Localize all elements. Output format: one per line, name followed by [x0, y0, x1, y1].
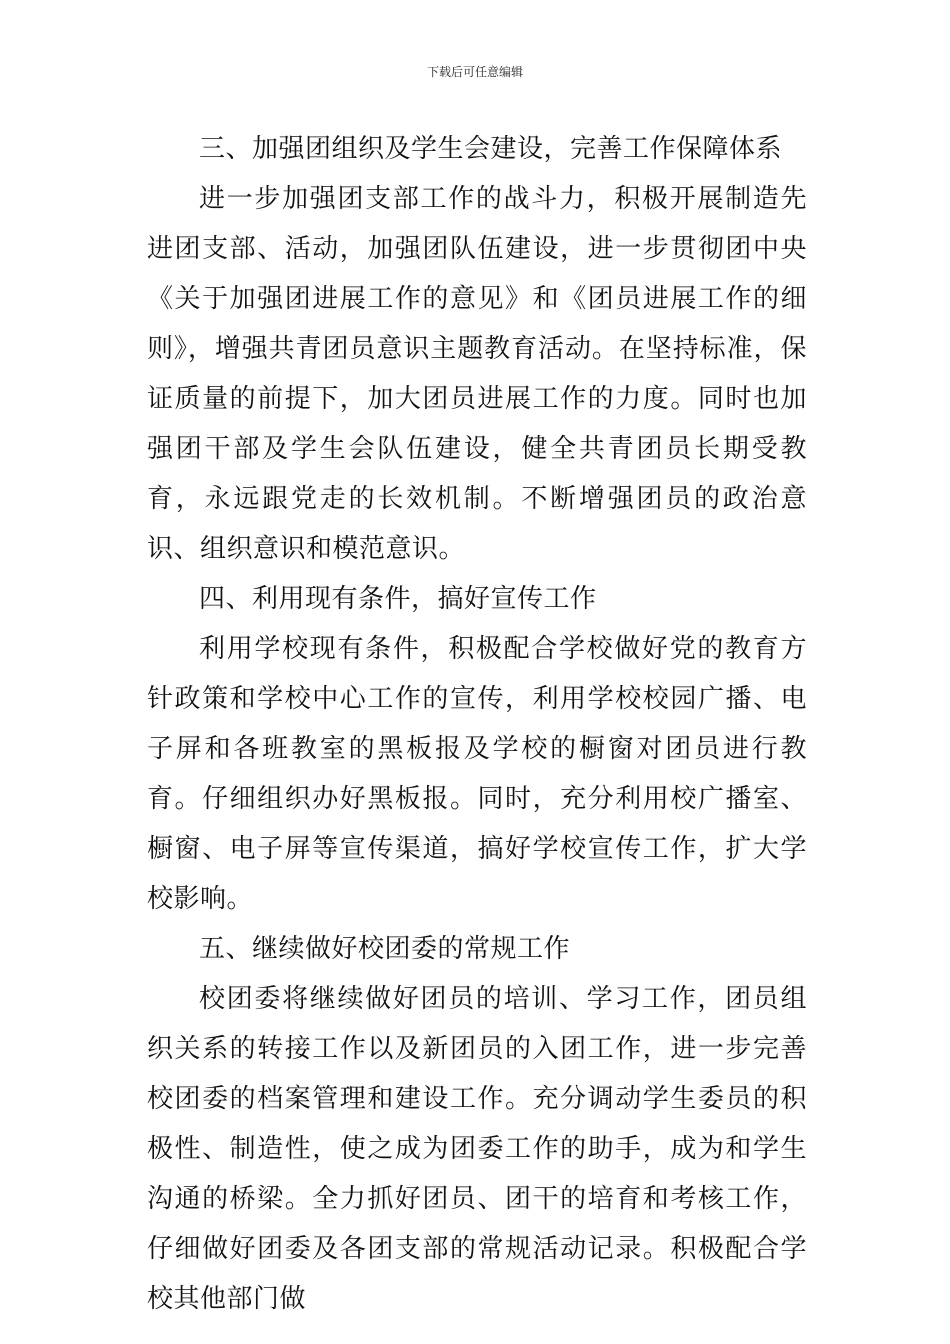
- section-heading-3: 三、加强团组织及学生会建设，完善工作保障体系: [199, 134, 783, 164]
- section-heading-4: 四、利用现有条件，搞好宣传工作: [199, 584, 597, 614]
- section-heading-5: 五、继续做好校团委的常规工作: [199, 934, 571, 964]
- paragraph-section-5: 校团委将继续做好团员的培训、学习工作，团员组织关系的转接工作以及新团员的入团工作，进一步完善校团委的档案管理和建设工作。充分调动学生委员的积极性、制造性，使之成为团委工作的助手，成为和学生沟通的桥梁。全力抓好团员、团干的培育和考核工作，仔细做好团委及各团支部的常规活动记录。积极配合学校其他部门做: [147, 984, 807, 1314]
- page-header: 下载后可任意编辑: [426, 65, 523, 79]
- document-body: [147, 124, 807, 1324]
- paragraph-section-3: 进一步加强团支部工作的战斗力，积极开展制造先进团支部、活动，加强团队伍建设，进一步贯彻团中央《关于加强团进展工作的意见》和《团员进展工作的细则》，增强共青团员意识主题教育活动。在坚持标准，保证质量的前提下，加大团员进展工作的力度。同时也加强团干部及学生会队伍建设，健全共青团员长期受教育，永远跟党走的长效机制。不断增强团员的政治意识、组织意识和模范意识。: [147, 184, 807, 564]
- paragraph-section-4: 利用学校现有条件，积极配合学校做好党的教育方针政策和学校中心工作的宣传，利用学校校园广播、电子屏和各班教室的黑板报及学校的橱窗对团员进行教育。仔细组织办好黑板报。同时，充分利用校广播室、橱窗、电子屏等宣传渠道，搞好学校宣传工作，扩大学校影响。: [147, 634, 807, 914]
